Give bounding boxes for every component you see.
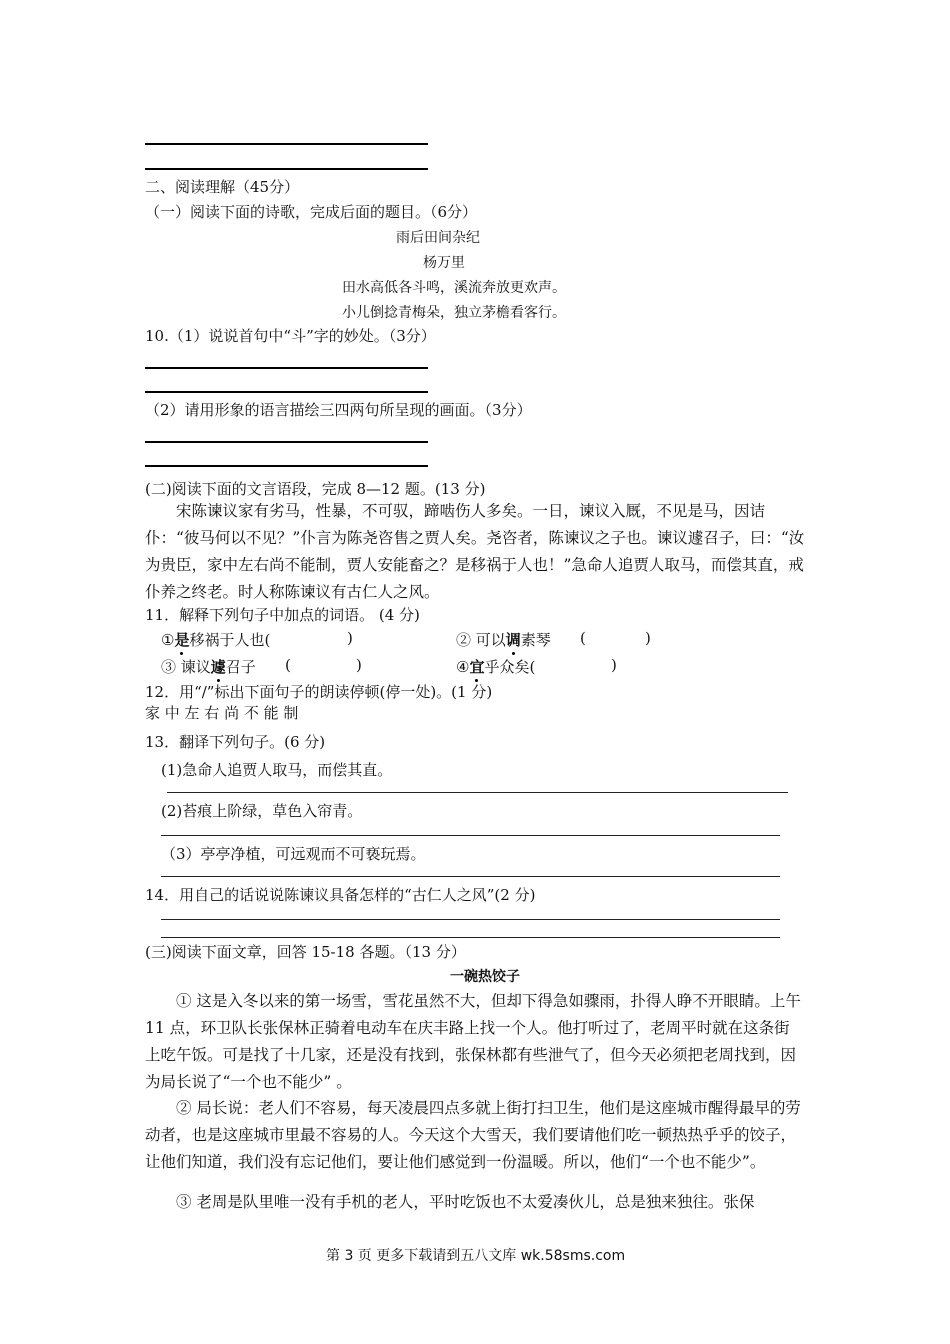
part2-intro: (二)阅读下面的文言语段，完成 8—12 题。(13 分)	[145, 480, 486, 498]
classical-passage: 宋陈谏议家有劣马，性暴，不可驭，蹄啮伤人多矣。一日，谏议入厩，不见是马，因诘仆：“彼马何以不见？”仆言为陈尧咨售之贾人矣。尧咨者，陈谏议之子也。谏议遽召子，曰：“汝为贵臣，家中左右尚不能制，贾人安能畜之？是移祸于人也！”急命人追贾人取马，而偿其直，戒仆养之终老。时人称陈谏议有古仁人之风。	[145, 502, 805, 601]
open-paren: (	[580, 629, 586, 647]
dotted-word: 宜	[469, 658, 485, 676]
answer-line	[161, 835, 780, 836]
article-title: 一碗热饺子	[450, 969, 520, 985]
question-11-item-a	[161, 629, 270, 650]
part1-intro: （一）阅读下面的诗歌，完成后面的题目。（6分）	[145, 203, 478, 221]
poem-line: 田水高低各斗鸣，溪流奔放更欢声。	[342, 280, 566, 296]
question-10-1: 10.（1）说说首句中“斗”字的妙处。（3分）	[145, 327, 436, 345]
dotted-word: 是	[174, 631, 190, 649]
page-footer: 第 3 页 更多下载请到五八文库 wk.58sms.com	[326, 1248, 626, 1264]
answer-line	[145, 168, 428, 170]
article-paragraph: ① 这是入冬以来的第一场雪，雪花虽然不大，但却下得急如骤雨，扑得人睁不开眼睛。上午 11 点，环卫队长张保林正骑着电动车在庆丰路上找一个人。他打听过了，老周平时就在这条街上吃午饭。可是找了十几家，还是没有找到，张保林都有些泄气了，但今天必须把老周找到，因为局长说了“一个也不能少” 。	[145, 992, 801, 1091]
close-paren: )	[347, 629, 353, 647]
question-13-2: (2)苔痕上阶绿，草色入帘青。	[161, 802, 363, 820]
close-paren: )	[645, 629, 651, 647]
answer-line	[161, 937, 780, 938]
question-13-3: （3）亭亭净植，可远观而不可亵玩焉。	[161, 845, 426, 863]
dotted-word: 遽	[210, 658, 226, 676]
section-heading: 二、阅读理解（45分）	[145, 178, 300, 196]
question-14: 14．用自己的话说说陈谏议具备怎样的“古仁人之风”(2 分)	[145, 886, 536, 904]
open-paren: (	[285, 656, 291, 674]
question-11: 11．解释下列句子中加点的词语。 (4 分)	[145, 606, 420, 624]
item-label: ④	[456, 658, 470, 676]
answer-line	[145, 367, 428, 369]
article-paragraph: ③ 老周是队里唯一没有手机的老人，平时吃饭也不太爱凑伙儿，总是独来独往。张保	[176, 1193, 755, 1211]
article-paragraph: ② 局长说：老人们不容易，每天凌晨四点多就上街打扫卫生，他们是这座城市醒得最早的劳动者，也是这座城市里最不容易的人。今天这个大雪天，我们要请他们吃一顿热热乎乎的饺子，让他们知道，我们没有忘记他们，要让他们感觉到一份温暖。所以，他们“一个也不能少”。	[145, 1099, 801, 1171]
answer-line	[145, 391, 428, 393]
close-paren: )	[611, 656, 617, 674]
item-label: ①	[161, 631, 175, 649]
close-paren: )	[356, 656, 362, 674]
question-11-item-b	[456, 629, 551, 650]
question-10-2: （2）请用形象的语言描绘三四两句所呈现的画面。（3分）	[145, 401, 532, 419]
poem-author: 杨万里	[423, 255, 465, 271]
answer-line	[161, 919, 780, 920]
item-text: 召子	[225, 658, 256, 676]
item-text: 移祸于人也(	[189, 631, 271, 649]
item-text: 素琴	[520, 631, 551, 649]
question-11-item-d	[456, 656, 535, 677]
item-label: ③ 谏议	[161, 658, 211, 676]
question-13-1: (1)急命人追贾人取马，而偿其直。	[161, 761, 393, 779]
dotted-word: 调	[505, 631, 521, 649]
answer-line	[161, 876, 780, 877]
answer-line	[145, 441, 428, 443]
item-label: ② 可以	[456, 631, 506, 649]
question-12-sentence: 家 中 左 右 尚 不 能 制	[145, 704, 299, 722]
question-12: 12．用“/”标出下面句子的朗读停顿(停一处)。(1 分)	[145, 683, 493, 701]
poem-line: 小儿倒捻青梅朵，独立茅檐看客行。	[342, 305, 566, 321]
item-text: 乎众矣(	[484, 658, 536, 676]
question-11-item-c	[161, 656, 256, 677]
answer-line	[145, 143, 428, 145]
answer-line	[145, 465, 428, 467]
question-13: 13．翻译下列句子。(6 分)	[145, 733, 326, 751]
poem-title: 雨后田间杂纪	[396, 230, 480, 246]
answer-line	[167, 792, 788, 793]
part3-intro: (三)阅读下面文章，回答 15-18 各题。（13 分）	[145, 943, 466, 961]
